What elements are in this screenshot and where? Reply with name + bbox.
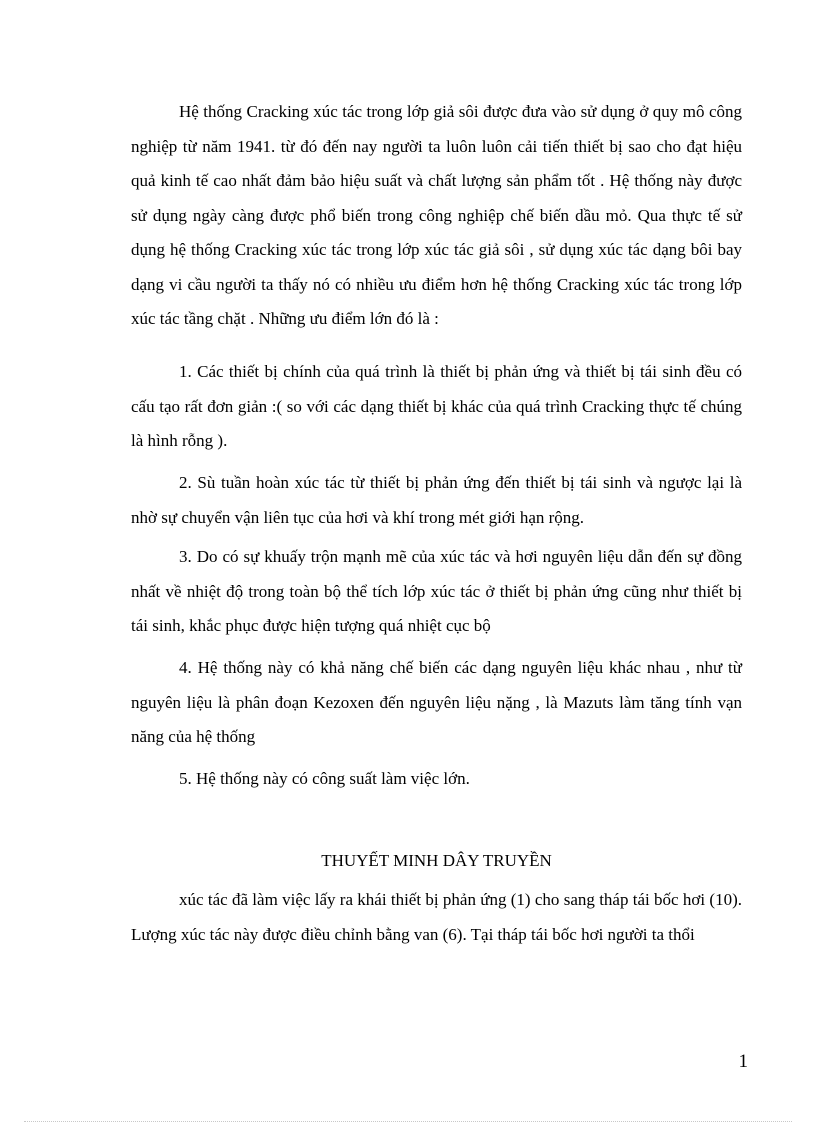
section-paragraph: xúc tác đã làm việc lấy ra khái thiết bị phản ứng (1) cho sang tháp tái bốc hơi (10). Lượng xúc tác này được điều chỉnh bằng van (6). Tại tháp tái bốc hơi người ta thổi bbox=[131, 890, 742, 944]
intro-paragraph: Hệ thống Cracking xúc tác trong lớp giả sôi được đưa vào sử dụng ở quy mô công nghiệp từ năm 1941. từ đó đến nay người ta luôn luôn cải tiến thiết bị sao cho đạt hiệu quả kinh tế cao nhất đảm bảo hiệu suất và chất lượng sản phẩm tốt . Hệ thống này được sử dụng ngày càng được phổ biến trong công nghiệp chế biến dầu mỏ. Qua thực tế sử dụng hệ thống Cracking xúc tác trong lớp xúc tác giả sôi , sử dụng xúc tác dạng bôi bay dạng vi cầu người ta thấy nó có nhiều ưu điểm hơn hệ thống Cracking xúc tác trong lớp xúc tác tầng chặt . Những ưu điểm lớn đó là : bbox=[131, 102, 742, 328]
advantage-item-2: 2. Sù tuần hoàn xúc tác từ thiết bị phản ứng đến thiết bị tái sinh và ngược lại là nhờ sự chuyển vận liên tục của hơi và khí trong mét giới hạn rộng. bbox=[131, 473, 742, 527]
page-bottom-divider bbox=[24, 1121, 792, 1122]
advantage-item-4: 4. Hệ thống này có khả năng chế biến các dạng nguyên liệu khác nhau , như từ nguyên liệu là phân đoạn Kezoxen đến nguyên liệu nặng , là Mazuts làm tăng tính vạn năng của hệ thống bbox=[131, 658, 742, 746]
page-number: 1 bbox=[738, 1051, 748, 1072]
advantage-item-1: 1. Các thiết bị chính của quá trình là thiết bị phản ứng và thiết bị tái sinh đều có cấu tạo rất đơn giản :( so với các dạng thiết bị khác của quá trình Cracking thực tế chúng là hình rỗng ). bbox=[131, 362, 742, 450]
section-heading: THUYẾT MINH DÂY TRUYỀN bbox=[321, 851, 552, 870]
advantage-item-5: 5. Hệ thống này có công suất làm việc lớn. bbox=[179, 769, 470, 788]
advantage-item-3: 3. Do có sự khuấy trộn mạnh mẽ của xúc tác và hơi nguyên liệu dẫn đến sự đồng nhất về nhiệt độ trong toàn bộ thể tích lớp xúc tác ở thiết bị phản ứng cũng như thiết bị tái sinh, khắc phục được hiện tượng quá nhiệt cục bộ bbox=[131, 547, 742, 635]
